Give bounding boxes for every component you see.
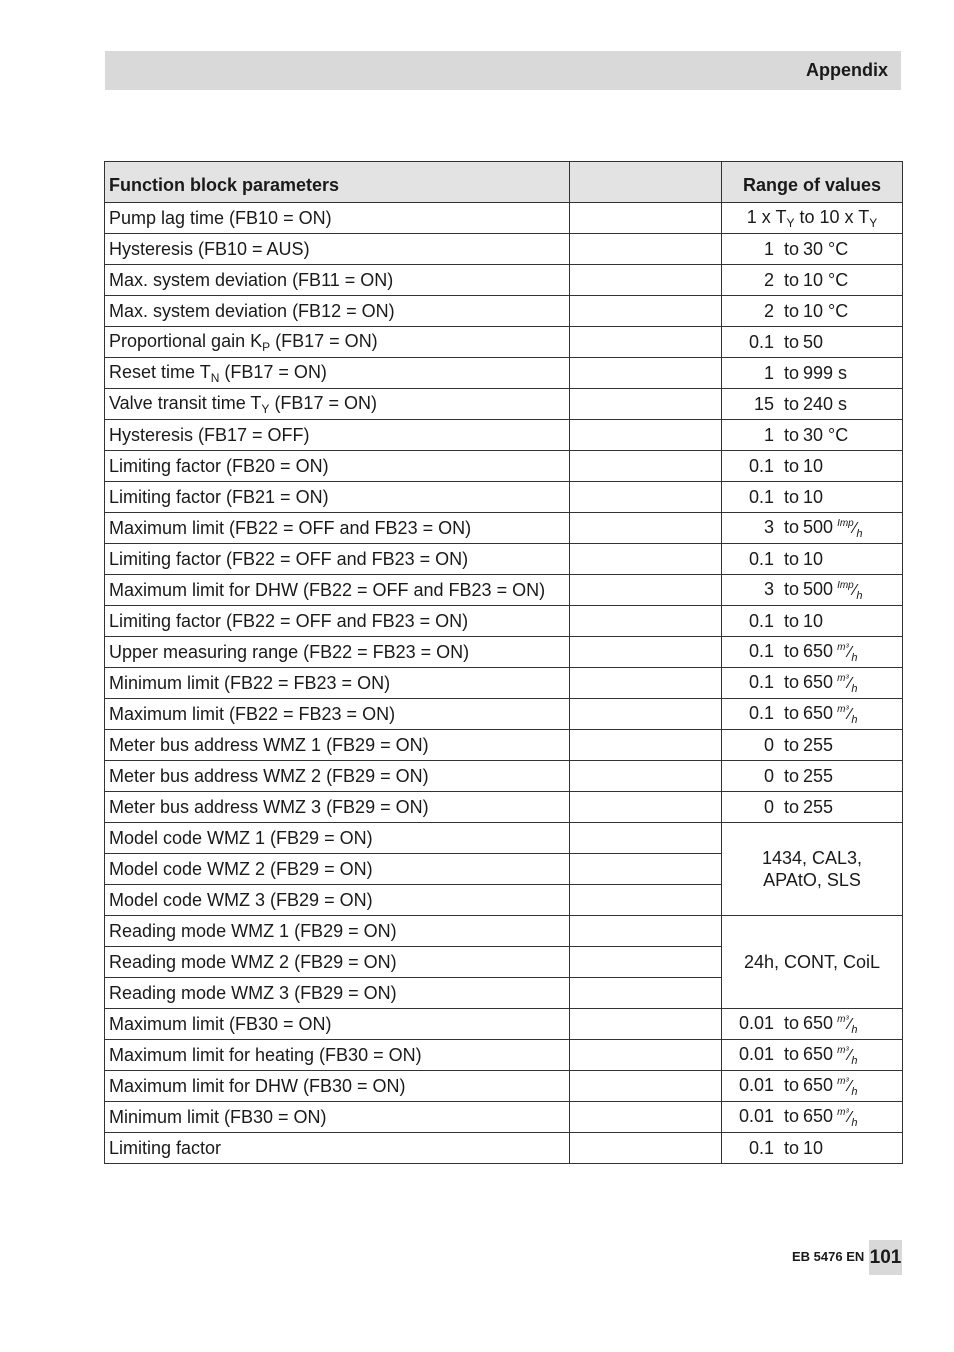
empty-cell <box>570 482 722 513</box>
range-to: to <box>784 455 800 476</box>
empty-cell <box>570 854 722 885</box>
parameter-cell: Model code WMZ 1 (FB29 = ON) <box>105 823 570 854</box>
parameter-symbol: T <box>250 392 262 413</box>
table-row <box>105 234 903 265</box>
range-min: 0.01 <box>738 1012 774 1033</box>
range-cell <box>722 451 903 482</box>
empty-cell <box>570 885 722 916</box>
range-max: 650 <box>803 671 834 692</box>
table-row <box>105 513 903 544</box>
model-code-range-cell <box>722 823 903 916</box>
parameter-cell: Minimum limit (FB22 = FB23 = ON) <box>105 668 570 699</box>
empty-cell <box>570 1040 722 1071</box>
range-cell <box>722 1071 903 1102</box>
table-row <box>105 1040 903 1071</box>
range-max: 650 <box>803 1012 834 1033</box>
empty-cell <box>570 792 722 823</box>
range-cell <box>722 761 903 792</box>
range-cell <box>722 668 903 699</box>
range-max: 255 <box>803 765 834 786</box>
range-to: to <box>784 578 800 599</box>
table-row <box>105 389 903 420</box>
table-row <box>105 296 903 327</box>
range-min: 0.1 <box>748 702 774 723</box>
range-max: 10 <box>803 1137 824 1158</box>
unit-numerator: m³ <box>837 672 849 684</box>
unit-fraction-slash: ⁄ <box>853 519 857 537</box>
range-max: 650 <box>803 640 834 661</box>
table-row <box>105 327 903 358</box>
range-max: 10 <box>803 455 824 476</box>
range-min: 0.1 <box>748 610 774 631</box>
table-row <box>105 265 903 296</box>
table-row <box>105 1133 903 1164</box>
table-row <box>105 1102 903 1133</box>
range-min-subscript: Y <box>786 215 795 230</box>
header-cell-range: Range of values <box>722 162 903 203</box>
range-cell <box>722 234 903 265</box>
range-to: to <box>784 1137 800 1158</box>
parameter-symbol-subscript: P <box>262 339 271 354</box>
table-row <box>105 823 903 854</box>
range-cell <box>722 792 903 823</box>
parameter-cell: Reading mode WMZ 1 (FB29 = ON) <box>105 916 570 947</box>
unit-denominator: h <box>851 1023 858 1036</box>
range-to: to <box>784 238 800 259</box>
parameter-label: Proportional gain <box>109 330 246 351</box>
empty-cell <box>570 637 722 668</box>
range-min: 2 <box>763 300 774 321</box>
range-cell <box>722 544 903 575</box>
parameter-cell: Model code WMZ 2 (FB29 = ON) <box>105 854 570 885</box>
table-row <box>105 1071 903 1102</box>
empty-cell <box>570 947 722 978</box>
empty-cell <box>570 1071 722 1102</box>
unit-denominator: h <box>856 527 863 540</box>
table-row <box>105 916 903 947</box>
parameter-cell: Maximum limit for DHW (FB22 = OFF and FB23 = ON) <box>105 575 570 606</box>
range-max: 650 <box>803 1105 834 1126</box>
parameter-cell: Model code WMZ 3 (FB29 = ON) <box>105 885 570 916</box>
range-max: 10 <box>803 486 824 507</box>
range-min: 0.1 <box>748 671 774 692</box>
unit-numerator: Imp <box>837 517 854 529</box>
range-min: 0.01 <box>738 1074 774 1095</box>
empty-cell <box>570 668 722 699</box>
range-to: to <box>784 486 800 507</box>
empty-cell <box>570 1102 722 1133</box>
parameter-cell: Limiting factor (FB22 = OFF and FB23 = ON) <box>105 606 570 637</box>
unit-denominator: h <box>851 1116 858 1129</box>
unit-fraction-slash: ⁄ <box>848 705 852 723</box>
range-to: to <box>784 548 800 569</box>
range-cell <box>722 575 903 606</box>
range-max: 650 <box>803 1043 834 1064</box>
unit-fraction-slash: ⁄ <box>848 1077 852 1095</box>
unit-numerator: m³ <box>837 641 849 653</box>
parameter-cell: Limiting factor (FB20 = ON) <box>105 451 570 482</box>
unit-numerator: m³ <box>837 1013 849 1025</box>
range-cell <box>722 1040 903 1071</box>
range-cell <box>722 482 903 513</box>
empty-cell <box>570 1009 722 1040</box>
parameter-cell: Maximum limit (FB22 = FB23 = ON) <box>105 699 570 730</box>
unit-denominator: h <box>851 1085 858 1098</box>
range-max: to 10 x T <box>799 206 870 227</box>
range-to: to <box>784 1105 800 1126</box>
range-min: 0 <box>763 765 774 786</box>
range-max: 10 °C <box>803 300 849 321</box>
range-cell <box>722 420 903 451</box>
table-row <box>105 451 903 482</box>
parameter-symbol-subscript: N <box>210 370 220 385</box>
parameter-cell: Maximum limit for heating (FB30 = ON) <box>105 1040 570 1071</box>
range-cell <box>722 358 903 389</box>
parameter-cell: Meter bus address WMZ 3 (FB29 = ON) <box>105 792 570 823</box>
unit-fraction-slash: ⁄ <box>848 1015 852 1033</box>
range-to: to <box>784 640 800 661</box>
empty-cell <box>570 1133 722 1164</box>
unit-numerator: m³ <box>837 1106 849 1118</box>
empty-cell <box>570 730 722 761</box>
range-to: to <box>784 702 800 723</box>
unit-denominator: h <box>851 1054 858 1067</box>
range-cell <box>722 265 903 296</box>
range-to: to <box>784 796 800 817</box>
unit-denominator: h <box>851 713 858 726</box>
range-to: to <box>784 516 800 537</box>
parameter-cell: Meter bus address WMZ 1 (FB29 = ON) <box>105 730 570 761</box>
range-max: 255 <box>803 796 834 817</box>
range-min: 1 <box>763 362 774 383</box>
table-row <box>105 482 903 513</box>
empty-cell <box>570 606 722 637</box>
empty-cell <box>570 513 722 544</box>
range-to: to <box>784 424 800 445</box>
empty-cell <box>570 234 722 265</box>
parameter-cell <box>105 389 570 420</box>
parameter-cell: Minimum limit (FB30 = ON) <box>105 1102 570 1133</box>
range-max: 10 °C <box>803 269 849 290</box>
range-min: 2 <box>763 269 774 290</box>
empty-cell <box>570 544 722 575</box>
table-row <box>105 203 903 234</box>
range-to: to <box>784 269 800 290</box>
range-min: 0.1 <box>748 548 774 569</box>
table-row <box>105 358 903 389</box>
range-cell <box>722 1133 903 1164</box>
table-row <box>105 544 903 575</box>
empty-cell <box>570 823 722 854</box>
range-cell <box>722 637 903 668</box>
parameter-cell: Limiting factor (FB22 = OFF and FB23 = ON) <box>105 544 570 575</box>
parameter-cell: Max. system deviation (FB11 = ON) <box>105 265 570 296</box>
reading-mode-range-cell: 24h, CONT, CoiL <box>722 916 903 1009</box>
table-row <box>105 637 903 668</box>
range-to: to <box>784 393 800 414</box>
table-row <box>105 699 903 730</box>
parameter-cell: Limiting factor <box>105 1133 570 1164</box>
empty-cell <box>570 978 722 1009</box>
header-cell-empty <box>570 162 722 203</box>
range-to: to <box>784 300 800 321</box>
function-block-parameters-table <box>104 161 903 1164</box>
parameter-condition: (FB17 = ON) <box>224 361 327 382</box>
table-row <box>105 575 903 606</box>
range-cell <box>722 203 903 234</box>
header-cell-parameter: Function block parameters <box>105 162 570 203</box>
parameter-cell: Upper measuring range (FB22 = FB23 = ON) <box>105 637 570 668</box>
model-code-values-line1: 1434, CAL3, <box>761 848 863 868</box>
unit-numerator: m³ <box>837 1044 849 1056</box>
parameter-cell <box>105 327 570 358</box>
unit-denominator: h <box>851 682 858 695</box>
range-min: 0.1 <box>748 331 774 352</box>
range-min: 1 <box>763 238 774 259</box>
table-row <box>105 1009 903 1040</box>
range-max: 999 s <box>803 362 848 383</box>
parameter-cell: Maximum limit for DHW (FB30 = ON) <box>105 1071 570 1102</box>
range-to: to <box>784 671 800 692</box>
parameter-cell: Maximum limit (FB30 = ON) <box>105 1009 570 1040</box>
range-max: 650 <box>803 1074 834 1095</box>
parameter-cell: Maximum limit (FB22 = OFF and FB23 = ON) <box>105 513 570 544</box>
range-max: 500 <box>803 578 834 599</box>
unit-fraction-slash: ⁄ <box>848 674 852 692</box>
range-to: to <box>784 331 800 352</box>
range-max: 650 <box>803 702 834 723</box>
unit-fraction-slash: ⁄ <box>848 1046 852 1064</box>
empty-cell <box>570 327 722 358</box>
range-to: to <box>784 1074 800 1095</box>
parameter-label: Reset time <box>109 361 196 382</box>
range-max: 10 <box>803 610 824 631</box>
empty-cell <box>570 420 722 451</box>
empty-cell <box>570 451 722 482</box>
range-min: 0.1 <box>748 640 774 661</box>
unit-fraction-slash: ⁄ <box>848 643 852 661</box>
range-max-subscript: Y <box>869 215 878 230</box>
range-min: 1 x T <box>746 206 787 227</box>
table-row <box>105 606 903 637</box>
parameter-symbol: K <box>250 330 263 351</box>
range-to: to <box>784 765 800 786</box>
range-cell <box>722 389 903 420</box>
parameter-cell: Pump lag time (FB10 = ON) <box>105 203 570 234</box>
unit-denominator: h <box>856 589 863 602</box>
unit-numerator: m³ <box>837 1075 849 1087</box>
range-to: to <box>784 1012 800 1033</box>
range-max: 50 <box>803 331 824 352</box>
range-min: 0.1 <box>748 486 774 507</box>
range-min: 3 <box>763 578 774 599</box>
unit-numerator: m³ <box>837 703 849 715</box>
range-cell <box>722 513 903 544</box>
range-min: 0 <box>763 734 774 755</box>
range-min: 0.1 <box>748 455 774 476</box>
parameter-symbol-subscript: Y <box>261 401 270 416</box>
range-cell <box>722 730 903 761</box>
empty-cell <box>570 358 722 389</box>
empty-cell <box>570 699 722 730</box>
range-min: 0.01 <box>738 1105 774 1126</box>
parameter-cell: Meter bus address WMZ 2 (FB29 = ON) <box>105 761 570 792</box>
empty-cell <box>570 389 722 420</box>
range-min: 1 <box>763 424 774 445</box>
table-row <box>105 730 903 761</box>
empty-cell <box>570 916 722 947</box>
range-min: 3 <box>763 516 774 537</box>
range-max: 240 s <box>803 393 848 414</box>
range-to: to <box>784 734 800 755</box>
parameter-cell: Reading mode WMZ 3 (FB29 = ON) <box>105 978 570 1009</box>
table-row <box>105 792 903 823</box>
range-min: 0 <box>763 796 774 817</box>
table-row <box>105 668 903 699</box>
range-cell <box>722 327 903 358</box>
range-cell <box>722 296 903 327</box>
parameter-cell: Hysteresis (FB10 = AUS) <box>105 234 570 265</box>
unit-denominator: h <box>851 651 858 664</box>
empty-cell <box>570 265 722 296</box>
parameter-cell: Limiting factor (FB21 = ON) <box>105 482 570 513</box>
range-min: 0.1 <box>748 1137 774 1158</box>
range-max: 500 <box>803 516 834 537</box>
range-cell <box>722 1009 903 1040</box>
range-cell <box>722 1102 903 1133</box>
parameter-cell: Max. system deviation (FB12 = ON) <box>105 296 570 327</box>
range-cell <box>722 606 903 637</box>
unit-fraction-slash: ⁄ <box>853 581 857 599</box>
parameter-cell: Hysteresis (FB17 = OFF) <box>105 420 570 451</box>
table-row <box>105 761 903 792</box>
unit-numerator: Imp <box>837 579 854 591</box>
range-min: 15 <box>753 393 774 414</box>
parameter-cell <box>105 358 570 389</box>
parameter-label: Valve transit time <box>109 392 246 413</box>
range-cell <box>722 699 903 730</box>
range-to: to <box>784 362 800 383</box>
model-code-values-line2: APAtO, SLS <box>763 870 861 890</box>
document-code: EB 5476 EN <box>792 1249 865 1264</box>
empty-cell <box>570 296 722 327</box>
range-to: to <box>784 1043 800 1064</box>
empty-cell <box>570 575 722 606</box>
parameter-condition: (FB17 = ON) <box>275 330 378 351</box>
empty-cell <box>570 203 722 234</box>
parameter-cell: Reading mode WMZ 2 (FB29 = ON) <box>105 947 570 978</box>
parameter-symbol: T <box>199 361 211 382</box>
section-title: Appendix <box>805 60 888 80</box>
header-band <box>105 51 901 90</box>
unit-fraction-slash: ⁄ <box>848 1108 852 1126</box>
range-max: 30 °C <box>803 424 849 445</box>
range-max: 10 <box>803 548 824 569</box>
table-row <box>105 420 903 451</box>
range-max: 255 <box>803 734 834 755</box>
empty-cell <box>570 761 722 792</box>
range-max: 30 °C <box>803 238 849 259</box>
table-header-row <box>105 162 903 203</box>
page-number: 101 <box>869 1240 902 1275</box>
range-min: 0.01 <box>738 1043 774 1064</box>
parameter-condition: (FB17 = ON) <box>274 392 377 413</box>
range-to: to <box>784 610 800 631</box>
